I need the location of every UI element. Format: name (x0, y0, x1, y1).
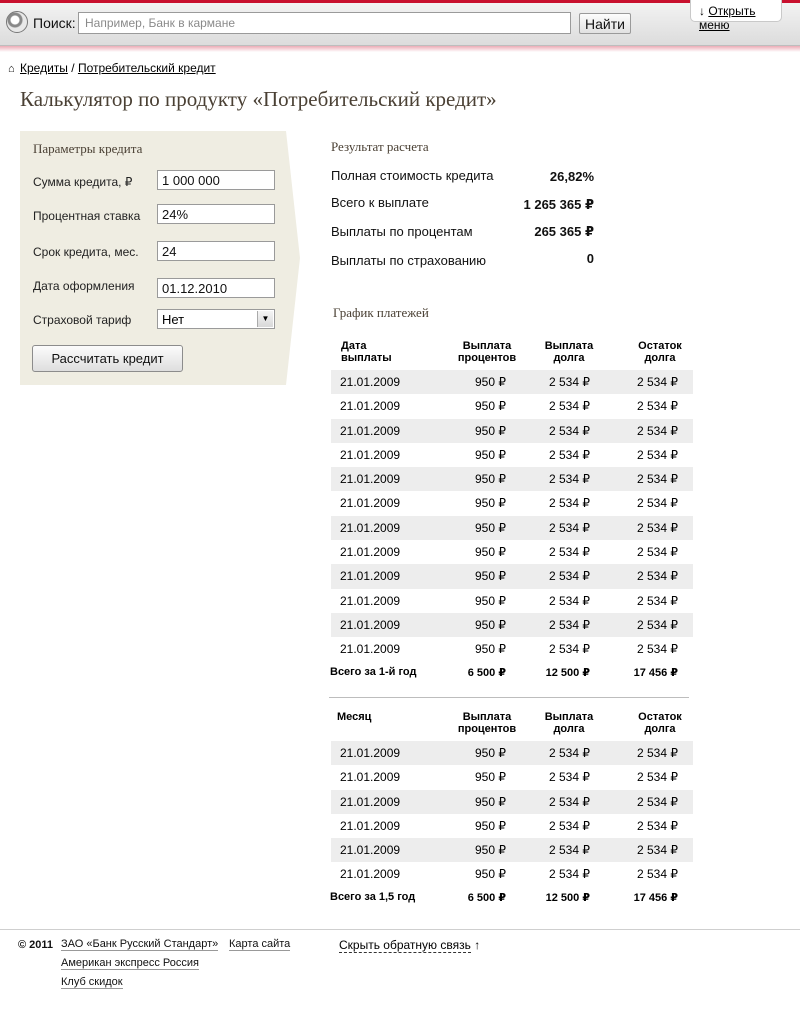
table-header (331, 711, 693, 741)
cell-principal: 2 534 ₽ (549, 593, 590, 608)
total-balance: 17 456 ₽ (633, 891, 678, 904)
cell-balance: 2 534 ₽ (637, 545, 678, 560)
cell-principal: 2 534 ₽ (549, 447, 590, 462)
open-menu-label: Открыть меню (699, 4, 756, 32)
header-principal: Выплата долга (544, 711, 594, 735)
hide-feedback-toggle[interactable] (339, 938, 480, 952)
cell-interest: 950 ₽ (475, 399, 506, 414)
breadcrumb-separator: / (71, 61, 75, 75)
arrow-up-icon: ↑ (474, 938, 481, 952)
cell-balance: 2 534 ₽ (637, 818, 678, 833)
cell-interest: 950 ₽ (475, 593, 506, 608)
cell-date: 21.01.2009 (340, 520, 401, 535)
table-row (331, 564, 693, 588)
total-principal: 12 500 ₽ (545, 666, 590, 679)
cell-date: 21.01.2009 (340, 867, 401, 882)
hide-feedback-label: Скрыть обратную связь (339, 938, 471, 952)
cell-principal: 2 534 ₽ (549, 642, 590, 657)
loan-amount-label: Сумма кредита, ₽ (33, 175, 133, 189)
cell-interest: 950 ₽ (475, 472, 506, 487)
footer-link-sitemap[interactable]: Карта сайта (229, 938, 291, 950)
cell-balance: 2 534 ₽ (637, 794, 678, 809)
page-title: Калькулятор по продукту «Потребительский кредит» (20, 87, 497, 111)
cell-interest: 950 ₽ (475, 818, 506, 833)
table-total-row (331, 662, 693, 682)
header-month: Месяц (337, 711, 372, 723)
cell-principal: 2 534 ₽ (549, 545, 590, 560)
search-button[interactable]: Найти (579, 13, 631, 34)
dropdown-arrow-icon[interactable]: ▼ (257, 311, 273, 327)
cell-interest: 950 ₽ (475, 545, 506, 560)
cell-balance: 2 534 ₽ (637, 867, 678, 882)
header-principal: Выплата долга (544, 340, 594, 364)
schedule-rows (331, 370, 693, 682)
cell-interest: 950 ₽ (475, 569, 506, 584)
footer-link-amex[interactable]: Американ экспресс Россия (61, 957, 199, 969)
calculate-credit-button[interactable]: Рассчитать кредит (32, 345, 183, 372)
cell-principal: 2 534 ₽ (549, 423, 590, 438)
cell-principal: 2 534 ₽ (549, 520, 590, 535)
breadcrumb-link-consumer-credit[interactable]: Потребительский кредит (77, 61, 216, 75)
params-title: Параметры кредита (33, 141, 143, 156)
cell-principal: 2 534 ₽ (549, 818, 590, 833)
insurance-tariff-value: Нет (162, 312, 185, 327)
issue-date-label: Дата оформления (33, 279, 135, 293)
table-total-row (331, 887, 693, 907)
top-bar-shadow (0, 46, 800, 52)
cell-interest: 950 ₽ (475, 423, 506, 438)
total-balance: 17 456 ₽ (633, 666, 678, 679)
top-search-bar (0, 0, 800, 46)
cell-date: 21.01.2009 (340, 496, 401, 511)
cell-date: 21.01.2009 (340, 472, 401, 487)
cell-balance: 2 534 ₽ (637, 520, 678, 535)
schedule-table-year-1 (331, 340, 693, 682)
search-input[interactable] (78, 12, 571, 34)
table-row (331, 790, 693, 814)
result-value-insurance: 0 (586, 251, 594, 266)
total-interest: 6 500 ₽ (467, 666, 506, 679)
cell-date: 21.01.2009 (340, 447, 401, 462)
table-row (331, 394, 693, 418)
cell-date: 21.01.2009 (340, 399, 401, 414)
interest-rate-input[interactable] (157, 204, 275, 224)
total-interest: 6 500 ₽ (467, 891, 506, 904)
schedule-rows (331, 741, 693, 907)
result-label-full-cost: Полная стоимость кредита (331, 168, 494, 183)
cell-date: 21.01.2009 (340, 770, 401, 785)
cell-principal: 2 534 ₽ (549, 843, 590, 858)
cell-principal: 2 534 ₽ (549, 617, 590, 632)
cell-date: 21.01.2009 (340, 746, 401, 760)
total-label: Всего за 1,5 год (330, 890, 416, 903)
total-principal: 12 500 ₽ (545, 891, 590, 904)
table-row (331, 637, 693, 661)
insurance-tariff-select[interactable] (157, 309, 275, 329)
header-balance: Остаток долга (638, 340, 682, 364)
cell-interest: 950 ₽ (475, 642, 506, 657)
breadcrumb-link-credits[interactable]: Кредиты (20, 61, 68, 75)
table-row (331, 467, 693, 491)
cell-date: 21.01.2009 (340, 843, 401, 858)
issue-date-input[interactable] (157, 278, 275, 298)
result-value-full-cost: 26,82% (549, 169, 594, 184)
results-title: Результат расчета (331, 139, 429, 154)
schedule-table-year-1-5 (331, 711, 693, 907)
footer-divider (0, 929, 800, 930)
cell-date: 21.01.2009 (340, 818, 401, 833)
cell-date: 21.01.2009 (340, 375, 401, 389)
cell-principal: 2 534 ₽ (549, 746, 590, 760)
cell-principal: 2 534 ₽ (549, 569, 590, 584)
open-menu-button[interactable] (690, 0, 782, 32)
header-interest: Выплата процентов (457, 711, 517, 735)
header-interest: Выплата процентов (457, 340, 517, 364)
table-row (331, 419, 693, 443)
cell-balance: 2 534 ₽ (637, 569, 678, 584)
cell-balance: 2 534 ₽ (637, 447, 678, 462)
cell-principal: 2 534 ₽ (549, 496, 590, 511)
table-row (331, 862, 693, 886)
table-row (331, 613, 693, 637)
table-row (331, 443, 693, 467)
insurance-tariff-label: Страховой тариф (33, 313, 132, 327)
cell-date: 21.01.2009 (340, 794, 401, 809)
table-row (331, 516, 693, 540)
cell-date: 21.01.2009 (340, 423, 401, 438)
cell-principal: 2 534 ₽ (549, 794, 590, 809)
cell-date: 21.01.2009 (340, 569, 401, 584)
cell-interest: 950 ₽ (475, 746, 506, 760)
table-row (331, 589, 693, 613)
cell-interest: 950 ₽ (475, 375, 506, 389)
table-row (331, 741, 693, 765)
table-divider (329, 697, 689, 698)
result-label-total: Всего к выплате (331, 195, 429, 210)
cell-balance: 2 534 ₽ (637, 423, 678, 438)
cell-balance: 2 534 ₽ (637, 770, 678, 785)
cell-principal: 2 534 ₽ (549, 867, 590, 882)
cell-balance: 2 534 ₽ (637, 399, 678, 414)
result-value-interest: 265 365 ₽ (534, 224, 594, 239)
loan-amount-input[interactable] (157, 170, 275, 190)
home-icon[interactable]: ⌂ (8, 63, 15, 75)
cell-interest: 950 ₽ (475, 794, 506, 809)
schedule-title: График платежей (333, 305, 429, 320)
cell-balance: 2 534 ₽ (637, 496, 678, 511)
table-row (331, 814, 693, 838)
top-accent-stripe (0, 0, 800, 3)
result-label-interest: Выплаты по процентам (331, 224, 473, 239)
cell-interest: 950 ₽ (475, 770, 506, 785)
loan-term-label: Срок кредита, мес. (33, 245, 139, 259)
cell-principal: 2 534 ₽ (549, 770, 590, 785)
table-row (331, 491, 693, 515)
cell-principal: 2 534 ₽ (549, 399, 590, 414)
table-row (331, 765, 693, 789)
cell-balance: 2 534 ₽ (637, 375, 678, 389)
bank-logo-icon[interactable] (6, 11, 28, 33)
cell-date: 21.01.2009 (340, 617, 401, 632)
cell-principal: 2 534 ₽ (549, 472, 590, 487)
header-balance: Остаток долга (638, 711, 682, 735)
cell-interest: 950 ₽ (475, 447, 506, 462)
result-value-total: 1 265 365 ₽ (523, 197, 594, 212)
header-date: Дата выплаты (341, 340, 392, 364)
cell-interest: 950 ₽ (475, 520, 506, 535)
cell-balance: 2 534 ₽ (637, 593, 678, 608)
cell-balance: 2 534 ₽ (637, 617, 678, 632)
cell-interest: 950 ₽ (475, 496, 506, 511)
cell-principal: 2 534 ₽ (549, 375, 590, 389)
loan-term-input[interactable] (157, 241, 275, 261)
copyright: © 2011 (18, 939, 54, 951)
breadcrumb (8, 61, 216, 75)
cell-balance: 2 534 ₽ (637, 843, 678, 858)
cell-date: 21.01.2009 (340, 545, 401, 560)
footer-link-discount-club[interactable]: Клуб скидок (61, 976, 123, 988)
table-row (331, 370, 693, 394)
footer-link-bank[interactable]: ЗАО «Банк Русский Стандарт» (61, 938, 219, 950)
cell-date: 21.01.2009 (340, 642, 401, 657)
table-header (331, 340, 693, 370)
cell-date: 21.01.2009 (340, 593, 401, 608)
result-label-insurance: Выплаты по страхованию (331, 253, 487, 268)
interest-rate-label: Процентная ставка (33, 209, 141, 223)
cell-interest: 950 ₽ (475, 617, 506, 632)
table-row (331, 540, 693, 564)
cell-balance: 2 534 ₽ (637, 746, 678, 760)
search-label: Поиск: (33, 15, 76, 31)
table-row (331, 838, 693, 862)
cell-interest: 950 ₽ (475, 843, 506, 858)
cell-balance: 2 534 ₽ (637, 642, 678, 657)
cell-balance: 2 534 ₽ (637, 472, 678, 487)
total-label: Всего за 1-й год (330, 665, 417, 678)
arrow-down-icon: ↓ (699, 4, 705, 18)
cell-interest: 950 ₽ (475, 867, 506, 882)
